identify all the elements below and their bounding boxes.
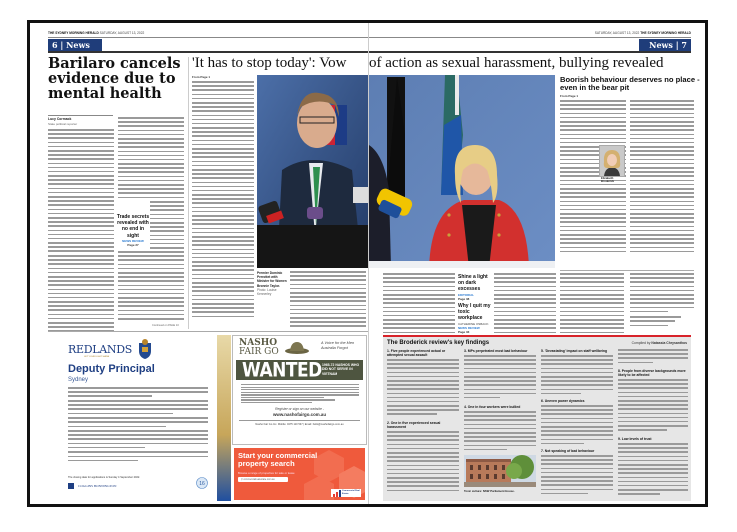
nasho-website-link[interactable]: www.nashofairgo.com.au: [272, 412, 327, 417]
page-7: [369, 23, 705, 504]
minister-photo-image: [369, 75, 555, 268]
job-title: Deputy Principal: [68, 363, 155, 375]
story-column-2: [118, 117, 184, 201]
story-continued-1: [383, 273, 455, 340]
column-divider: [188, 57, 189, 329]
promo-title: Trade secrets revealed with no end in sight: [116, 214, 150, 239]
promo-editorial-page: Page 38: [458, 296, 470, 301]
story-continued-4: [630, 273, 694, 329]
finding-heading: 3. MPs perpetrated most bad behaviour: [464, 349, 528, 353]
finding-heading: 5. 'Devastating' impact on staff wellbeing: [541, 349, 608, 353]
story2-column-2: [290, 271, 366, 330]
story-column-1: [48, 129, 114, 255]
byline: Lucy Cormack: [48, 117, 72, 121]
nasho-register: Register or sign on our website -: [275, 407, 324, 411]
premier-photo: [257, 75, 368, 268]
parliament-house-image: [464, 455, 536, 487]
from-page-label: From Page 1: [192, 75, 211, 79]
story2-column-1: [192, 81, 254, 320]
slouch-hat-icon: [285, 340, 309, 354]
story-column-2b: [118, 251, 184, 322]
wanted-title: WANTED: [242, 359, 322, 382]
finding-heading: 2. One in five experienced sexual harassment: [387, 421, 441, 430]
folio-rule-right: [369, 37, 691, 38]
photo-caption: [257, 271, 287, 296]
story-column-2-wrap: [150, 201, 184, 251]
svg-text:16: 16: [199, 481, 205, 487]
parliament-photo-caption: Toxic culture: NSW Parliament House.: [464, 489, 515, 493]
story-continued-3: [560, 273, 624, 340]
nasho-body-text: [241, 384, 359, 405]
folio-right: [595, 31, 691, 35]
section-rule: [48, 51, 368, 53]
commercial-ad-url: commercialrealestate.com.au: [243, 478, 275, 481]
byline-rule: [48, 115, 113, 116]
story-headline: Barilaro cancels evidence due to mental health: [48, 55, 181, 102]
job-location: Sydney: [68, 377, 89, 383]
promo-kicker: NEWS REVIEW: [122, 238, 144, 243]
continued-note: Continued on PAGE 10: [152, 324, 179, 327]
nasho-logo: [239, 339, 279, 357]
ad-redlands[interactable]: [48, 335, 216, 501]
nasho-divider: [239, 420, 360, 421]
portrait-caption: Elizabeth Broderick: [601, 176, 615, 184]
redlands-logo: REDLANDS: [68, 343, 132, 356]
page-number: 6: [52, 40, 58, 50]
promo-editorial-title: Shine a light on dark excesses: [458, 274, 488, 293]
finding-heading: 6. Uneven power dynamics: [541, 399, 585, 403]
promo-toxic-author: CATHERINE OSBACK: [458, 321, 489, 326]
finding-text: [387, 431, 459, 494]
finding-heading: 9. Low levels of trust: [618, 437, 652, 441]
finding-text: [464, 355, 536, 401]
finding-heading: 4. One in four workers were bullied: [464, 405, 521, 409]
broderick-portrait-image: [600, 146, 624, 176]
school-crest-icon: [138, 339, 152, 359]
commercial-ad-headline: Start your commercial property search: [238, 451, 318, 469]
nasho-logo-line2: FAIR GO: [239, 347, 279, 357]
story-column-1b: [48, 255, 114, 335]
photo-credit: Photo: Louise Kennerley: [257, 287, 277, 297]
broderick-portrait: [599, 145, 625, 177]
byline-role: State political reporter: [48, 122, 78, 126]
parliament-house-photo: [464, 455, 536, 487]
commercial-ad-sub: Browse a range of properties for sale or lease: [238, 471, 295, 475]
premier-photo-image: [257, 75, 368, 268]
nasho-logo-line1: NASHO: [239, 338, 278, 348]
ad-nasho-fair-go[interactable]: [232, 335, 367, 445]
promo-editorial-kicker: EDITORIAL: [458, 292, 475, 297]
column-end-rule: [560, 270, 694, 271]
newspaper-spread: [27, 20, 708, 507]
column-text-2: [630, 100, 694, 255]
folio-left: [48, 31, 144, 35]
finding-heading: 7. Not speaking of bad behaviour: [541, 449, 595, 453]
main-headline-part2: of action as sexual harassment, bullying revealed: [369, 55, 664, 71]
section-rule-right: [369, 51, 691, 53]
finding-text: [618, 349, 688, 366]
compiled-by: [632, 341, 687, 345]
nasho-contact: Nasho Fair Go Inc. Mobile: 0475 110 537 | Email: hello@nashofairgo.com.au: [255, 423, 344, 426]
main-headline-part1: 'It has to stop today': Vow: [192, 55, 347, 71]
promo-page: Page 27: [127, 242, 139, 247]
issue-date: SATURDAY, AUGUST 13, 2022: [99, 31, 145, 35]
finding-text: [618, 443, 688, 497]
section-label-right: News: [649, 40, 673, 50]
finding-text: [464, 411, 536, 453]
nasho-slogan: A Voice for the Men Australia Forgot: [321, 341, 355, 350]
finding-text: [541, 455, 613, 497]
promo-toxic-page: Page 33: [458, 329, 470, 334]
minister-photo: [369, 75, 555, 268]
column-headline: Boorish behaviour deserves no place - even in the bear pit: [560, 75, 700, 92]
promo-toxic-title: Why I quit my toxic workplace: [458, 303, 491, 322]
column-from-page: From Page 1: [560, 94, 579, 98]
ad-body-text: [68, 387, 208, 464]
compiled-by-name: Natassia Chrysanthos: [651, 341, 687, 345]
wanted-subtitle: 1965-72 NASHOS WHO DID NOT SERVE IN VIETNAM: [322, 363, 360, 376]
masthead-right: THE SYDNEY MORNING HERALD: [640, 31, 691, 35]
ad-rule: [48, 331, 368, 332]
finding-heading: 1. Five people experienced actual or attempted sexual assault: [387, 349, 446, 358]
promo-trade-secrets[interactable]: [116, 214, 150, 247]
search-icon: ⚲: [241, 478, 243, 481]
page-number-right: 7: [681, 40, 687, 50]
section-label: News: [66, 40, 90, 50]
commercial-ad-search-box[interactable]: [238, 477, 288, 482]
caption-text: Premier Dominic Perrottet with Minister for Women Bronnie Taylor.: [257, 271, 287, 288]
finding-text: [387, 359, 459, 418]
wanted-banner: [236, 360, 363, 380]
ad-decorative-strip: [217, 335, 231, 501]
anniversary-badge-icon: [196, 477, 208, 489]
commercial-ad-logo: [331, 489, 361, 497]
promo-editorial[interactable]: [458, 274, 492, 301]
finding-text: [618, 379, 688, 433]
bar-chart-logo-icon: [333, 490, 341, 497]
compiled-by-label: Compiled by: [631, 341, 651, 345]
redlands-tagline: LET YOUR LIGHT SHINE: [84, 356, 110, 358]
section-tab-right: News | 7: [639, 39, 691, 51]
ad-commercial-real-estate[interactable]: [234, 448, 365, 500]
section-tab: 6 | News: [48, 39, 102, 51]
commercial-ad-brand: Commercial Real Estate: [342, 490, 360, 495]
key-findings-box: [383, 337, 691, 501]
finding-text: [541, 355, 613, 397]
closing-date: The closing date for applications is Sunday 4 September 2022.: [68, 476, 141, 479]
agency-name: COGGINS BONNINGTON: [78, 484, 117, 488]
folio-rule: [48, 37, 368, 38]
story-continued-2: [494, 273, 556, 340]
issue-date-right: SATURDAY, AUGUST 13, 2022: [594, 31, 640, 35]
page-6: [30, 23, 368, 504]
promo-toxic-workplace[interactable]: [458, 303, 492, 334]
finding-text: [541, 405, 613, 447]
masthead: THE SYDNEY MORNING HERALD: [48, 31, 99, 35]
agency-logo-icon: [68, 483, 74, 489]
key-findings-title: The Broderick review's key findings: [387, 340, 490, 346]
promo-toxic-kicker: NEWS REVIEW: [458, 325, 480, 330]
finding-heading: 8. People from diverse backgrounds more likely to be affected: [618, 369, 686, 378]
